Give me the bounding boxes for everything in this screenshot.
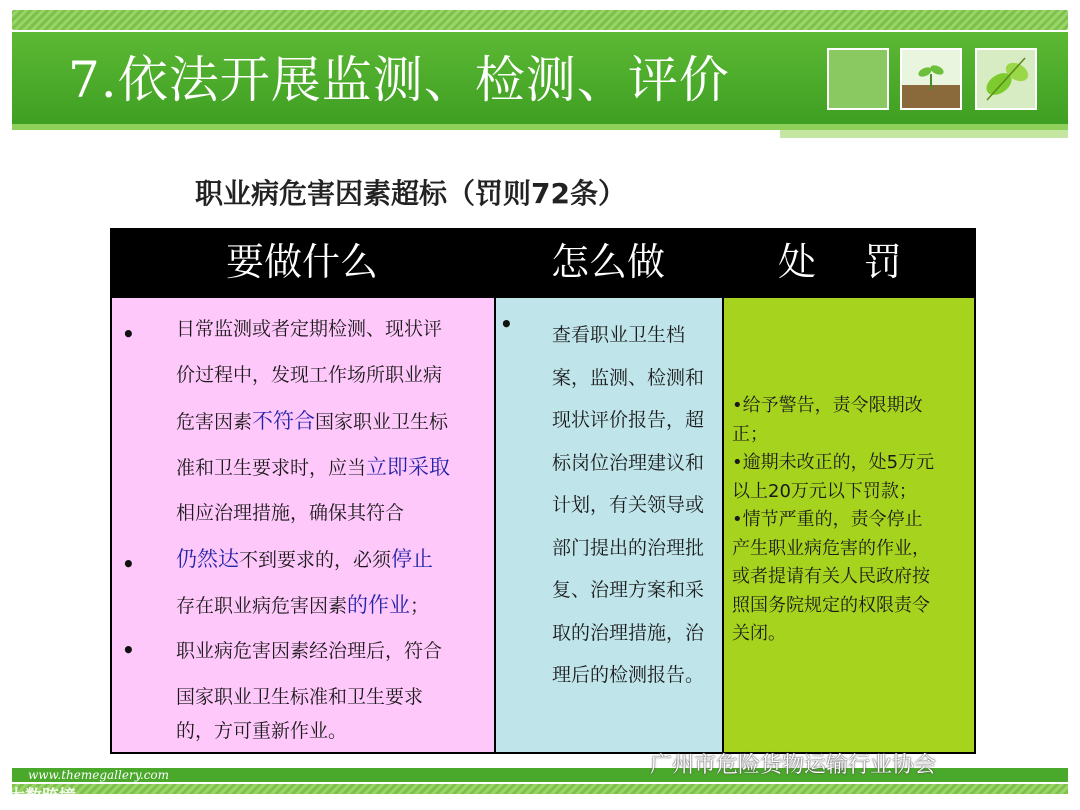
col1-line: 职业病危害因素经治理后，符合: [176, 640, 443, 662]
title-underline-accent: [780, 130, 1068, 138]
penalty-table: [110, 228, 976, 754]
col2-text: 查看职业卫生档 案，监测、检测和 现状评价报告，超 标岗位治理建议和 计划，有关领导或 部门提出的治理批 复、治理方案和采 取的治理措施，治 理后的检测报告。: [552, 324, 705, 686]
top-decorative-stripe: [12, 10, 1068, 30]
watermark-right: 广州市危险货物运输行业协会: [650, 753, 937, 778]
bullet-col2: •: [500, 312, 513, 336]
leaf-thumbnail: [975, 48, 1037, 110]
sprout-thumbnail: [900, 48, 962, 110]
slide-title: 7.依法开展监测、检测、评价: [68, 51, 730, 109]
col1-line: 价过程中，发现工作场所职业病: [176, 364, 443, 386]
bottom-decorative-stripe: [12, 784, 1068, 794]
slide-subtitle: 职业病危害因素超标（罚则72条）: [195, 177, 626, 210]
column-penalty: [724, 298, 974, 752]
col1-line: 准和卫生要求时，应当立即采取: [176, 455, 451, 479]
header-what-to-do: 要做什么: [225, 240, 378, 284]
col1-line: 危害因素不符合国家职业卫生标: [176, 409, 449, 433]
col1-line: 日常监测或者定期检测、现状评: [176, 318, 443, 340]
bullet-2: •: [122, 552, 135, 576]
header-penalty: 处 罚: [777, 240, 921, 284]
header-how-to-do: 怎么做: [550, 240, 665, 284]
bullet-3: •: [122, 638, 135, 662]
column-how-to-do: [496, 298, 722, 752]
col1-line: 的，方可重新作业。: [176, 720, 348, 742]
col1-line: 仍然达不到要求的，必须停止: [176, 547, 434, 571]
bullet-1: •: [122, 322, 135, 346]
col1-line: 存在职业病危害因素的作业；: [176, 593, 430, 617]
footer-url: www.themegallery.com: [28, 768, 170, 782]
column-what-to-do: [112, 298, 494, 752]
col1-line: 国家职业卫生标准和卫生要求: [176, 686, 424, 708]
green-square-thumbnail: [827, 48, 889, 110]
col1-line: 相应治理措施，确保其符合: [176, 502, 405, 524]
col3-text: •给予警告，责令限期改 正； •逾期未改正的，处5万元 以上20万元以下罚款； •情节严重的，责令停止 产生职业病危害的作业， 或者提请有关人民政府按 照国务院规定的权限责令 关闭。: [732, 395, 935, 644]
watermark-left: 大数跨境: [8, 787, 76, 807]
